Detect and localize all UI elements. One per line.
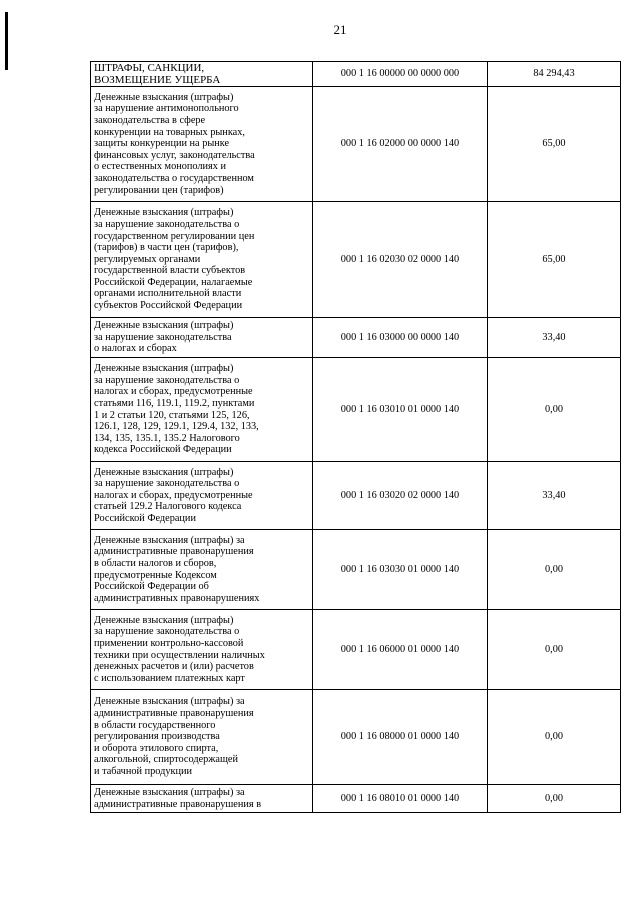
scan-margin-mark — [5, 12, 8, 70]
row-amount: 0,00 — [488, 610, 621, 690]
page-number: 21 — [333, 22, 347, 37]
table-row — [91, 202, 621, 318]
row-amount: 0,00 — [488, 785, 621, 813]
row-code: 000 1 16 02030 02 0000 140 — [313, 202, 488, 318]
row-code: 000 1 16 08010 01 0000 140 — [313, 785, 488, 813]
table-row — [91, 62, 621, 87]
row-name: Денежные взыскания (штрафы) за нарушение антимонопольного законодательства в сфере конкуренции на товарных рынках, защиты конкуренции на рынке финансовых услуг, законодательства о естественных монополиях и законодательства о государственном регулировании цен (тарифов) — [91, 87, 313, 202]
row-name: Денежные взыскания (штрафы) за нарушение законодательства о государственном регулировании цен (тарифов) в части цен (тарифов), регулируемых органами государственной власти субъектов Российской Федерации, налагаемые органами исполнительной власти субъектов Российской Федерации — [91, 202, 313, 318]
row-code: 000 1 16 00000 00 0000 000 — [313, 62, 488, 87]
table-row — [91, 87, 621, 202]
table-row — [91, 530, 621, 610]
row-amount: 33,40 — [488, 318, 621, 358]
table-row — [91, 610, 621, 690]
row-name: Денежные взыскания (штрафы) за нарушение законодательства о налогах и сборах, предусмотренные статьями 116, 119.1, 119.2, пунктами 1 и 2 статьи 120, статьями 125, 126, 126.1, 128, 129, 129.1, 129.4, 132, 133, 134, 135, 135.1, 135.2 Налогового кодекса Российской Федерации — [91, 358, 313, 462]
row-name: ШТРАФЫ, САНКЦИИ, ВОЗМЕЩЕНИЕ УЩЕРБА — [91, 62, 313, 87]
row-name: Денежные взыскания (штрафы) за нарушение законодательства о применении контрольно-кассовой техники при осуществлении наличных денежных расчетов и (или) расчетов с использованием платежных карт — [91, 610, 313, 690]
budget-revenue-table — [90, 61, 621, 813]
table-row — [91, 358, 621, 462]
row-name: Денежные взыскания (штрафы) за нарушение законодательства о налогах и сборах — [91, 318, 313, 358]
row-code: 000 1 16 03000 00 0000 140 — [313, 318, 488, 358]
row-amount: 0,00 — [488, 358, 621, 462]
row-name: Денежные взыскания (штрафы) за административные правонарушения в — [91, 785, 313, 813]
row-amount: 84 294,43 — [488, 62, 621, 87]
row-code: 000 1 16 08000 01 0000 140 — [313, 690, 488, 785]
row-name: Денежные взыскания (штрафы) за административные правонарушения в области государственного регулирования производства и оборота этилового спирта, алкогольной, спиртосодержащей и табачной продукции — [91, 690, 313, 785]
row-code: 000 1 16 02000 00 0000 140 — [313, 87, 488, 202]
row-amount: 0,00 — [488, 530, 621, 610]
table-row — [91, 785, 621, 813]
row-amount: 33,40 — [488, 462, 621, 530]
table-row — [91, 690, 621, 785]
row-code: 000 1 16 03010 01 0000 140 — [313, 358, 488, 462]
row-amount: 65,00 — [488, 87, 621, 202]
row-code: 000 1 16 03030 01 0000 140 — [313, 530, 488, 610]
row-name: Денежные взыскания (штрафы) за нарушение законодательства о налогах и сборах, предусмотренные статьей 129.2 Налогового кодекса Российской Федерации — [91, 462, 313, 530]
row-amount: 65,00 — [488, 202, 621, 318]
row-amount: 0,00 — [488, 690, 621, 785]
row-code: 000 1 16 03020 02 0000 140 — [313, 462, 488, 530]
row-code: 000 1 16 06000 01 0000 140 — [313, 610, 488, 690]
row-name: Денежные взыскания (штрафы) за административные правонарушения в области налогов и сборов, предусмотренные Кодексом Российской Федерации об административных правонарушениях — [91, 530, 313, 610]
table-row — [91, 318, 621, 358]
table-row — [91, 462, 621, 530]
